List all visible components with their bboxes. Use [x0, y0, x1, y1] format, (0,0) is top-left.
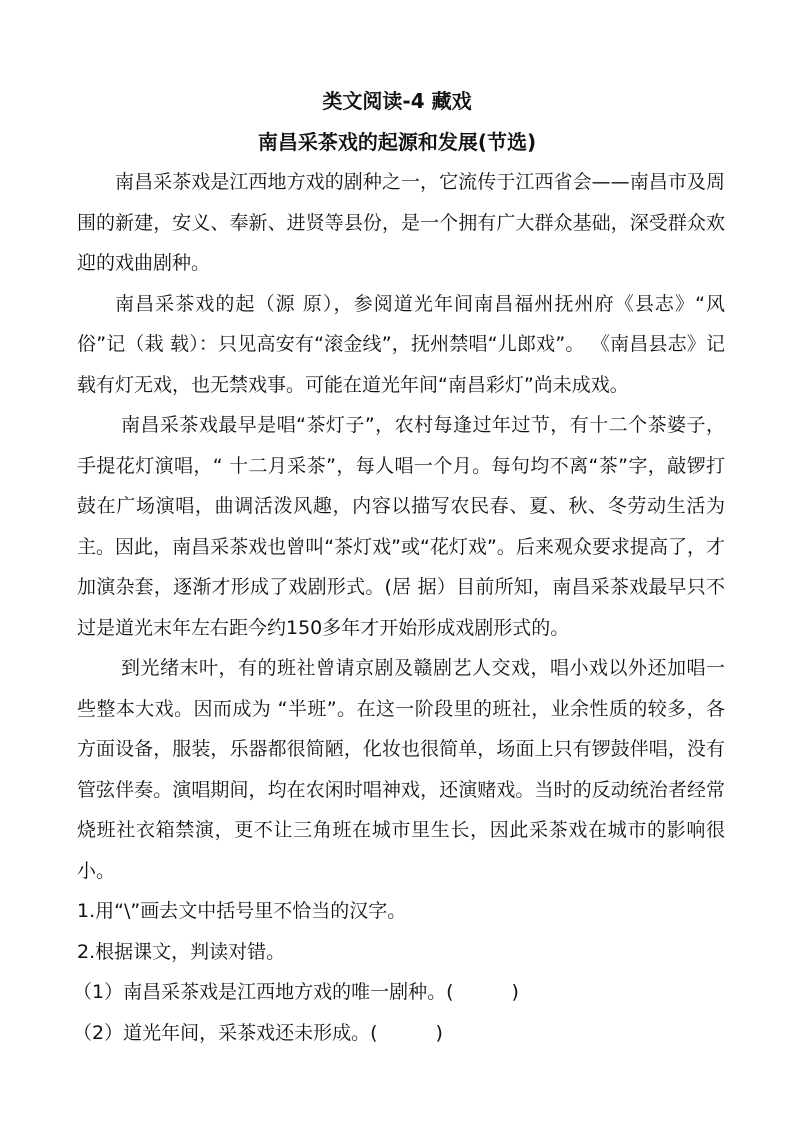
question-1: 1.用“\”画去文中括号里不恰当的汉字。: [77, 900, 407, 922]
question-2-2-text: （2）道光年间，采茶戏还未形成。(: [73, 1021, 378, 1044]
page-title: 类文阅读-4 藏戏: [322, 89, 472, 113]
article-body: [73, 162, 725, 1053]
paragraph-3: 南昌采茶戏最早是唱“茶灯子”，农村每逢过年过节，有十二个茶婆子，手提花灯演唱，“ 十二月采茶”，每人唱一个月。每句均不离“茶”字，敲锣打鼓在广场演唱，曲调活泼风趣，内容以描写农民春、夏、秋、冬劳动生活为主。因此，南昌采茶戏也曾叫“茶灯戏”或“花灯戏”。后来观众要求提高了，才加演杂套，逐渐才形成了戏剧形式。(居 据）目前所知，南昌采茶戏最早只不过是道光末年左右距今约150多年才开始形成戏剧形式的。: [77, 414, 725, 639]
paragraph-2: 南昌采茶戏的起（源 原），参阅道光年间南昌福州抚州府《县志》“风俗”记（栽 载）：只见高安有“滚金线”，抚州禁唱“儿郎戏”。 《南昌县志》记载有灯无戏，也无禁戏事。可能在道光年间“南昌彩灯”尚未成戏。: [77, 292, 725, 396]
question-2-2-close: ): [435, 1021, 443, 1044]
question-2-2: [73, 1013, 721, 1054]
paragraph-4: 到光绪末叶，有的班社曾请京剧及赣剧艺人交戏，唱小戏以外还加唱一些整本大戏。因而成为 “半班”。在这一阶段里的班社，业余性质的较多，各方面设备，服装，乐器都很简陋，化妆也很简单，场面上只有锣鼓伴唱，没有管弦伴奏。演唱期间，均在农闲时唱神戏，还演赌戏。当时的反动统治者经常烧班社衣箱禁演，更不让三角班在城市里生长，因此采茶戏在城市的影响很小。: [77, 657, 725, 882]
question-2: 2.根据课文，判读对错。: [77, 940, 286, 963]
question-2-1-text: （1）南昌采茶戏是江西地方戏的唯一剧种。(: [73, 981, 454, 1003]
article-title: 南昌采茶戏的起源和发展(节选): [257, 130, 537, 154]
question-2-1-close: ): [511, 981, 519, 1003]
paragraph-1: 南昌采茶戏是江西地方戏的剧种之一，它流传于江西省会——南昌市及周围的新建，安义、奉新、进贤等县份，是一个拥有广大群众基础，深受群众欢迎的戏曲剧种。: [77, 171, 725, 274]
question-2-1: [73, 972, 721, 1013]
